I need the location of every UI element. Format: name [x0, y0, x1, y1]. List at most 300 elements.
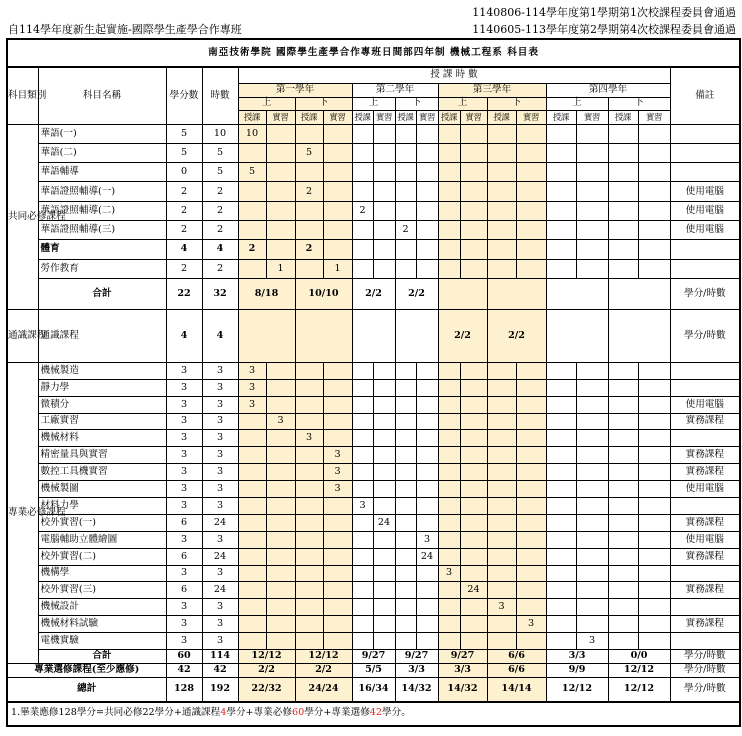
hour-cell: [516, 220, 546, 239]
grand-total-label: 總計: [7, 678, 166, 702]
course-row: [7, 464, 740, 481]
hour-cell: [295, 565, 323, 582]
hour-cell: [546, 447, 576, 464]
hour-cell: [352, 220, 373, 239]
hour-cell: [395, 259, 416, 278]
hour-cell: [295, 599, 323, 616]
hour-cell: [487, 616, 516, 633]
hour-cell: [438, 464, 460, 481]
hour-cell: [323, 220, 352, 239]
course-row: [7, 379, 740, 396]
hour-cell: [638, 182, 670, 201]
hour-cell: [608, 413, 638, 430]
hour-cell: [395, 430, 416, 447]
hour-cell: [352, 124, 373, 143]
hour-cell: [608, 240, 638, 259]
hour-cell: [487, 220, 516, 239]
hour-cell: [576, 163, 608, 182]
hour-cell: [638, 531, 670, 548]
prof-total-label: 合計: [38, 650, 166, 664]
kind-header: 授課: [438, 110, 460, 124]
hour-cell: [576, 616, 608, 633]
hour-cell: [295, 259, 323, 278]
hour-cell: [416, 498, 438, 515]
hour-cell: [323, 565, 352, 582]
summary-hours: 42: [202, 664, 238, 678]
hour-cell: [487, 379, 516, 396]
course-credits: 2: [166, 259, 202, 278]
hour-cell: [608, 220, 638, 239]
semester-header: 下: [608, 97, 670, 110]
hour-cell: [373, 413, 395, 430]
course-table-wrapper: [6, 38, 738, 727]
hour-cell: [238, 143, 266, 162]
hour-cell: [608, 143, 638, 162]
course-name: 華語輔導: [38, 163, 166, 182]
hour-cell: [460, 633, 487, 650]
course-name: 校外實習(一): [38, 514, 166, 531]
hour-cell: [323, 413, 352, 430]
course-remark: 使用電腦: [670, 201, 740, 220]
hour-cell: [460, 565, 487, 582]
hour-cell: [395, 498, 416, 515]
hour-cell: 3: [352, 498, 373, 515]
hour-cell: [608, 259, 638, 278]
hour-cell: [608, 565, 638, 582]
course-hours: 3: [202, 633, 238, 650]
hour-cell: [487, 582, 516, 599]
hour-cell: [460, 163, 487, 182]
hour-cell: [373, 124, 395, 143]
hour-cell: [352, 413, 373, 430]
hour-cell: [395, 182, 416, 201]
course-hours: 3: [202, 531, 238, 548]
semester-total: 0/0: [608, 650, 670, 664]
hour-cell: [516, 201, 546, 220]
hour-cell: 3: [416, 531, 438, 548]
hour-cell: [438, 362, 460, 379]
hour-cell: [266, 163, 295, 182]
semester-total: 6/6: [487, 664, 546, 678]
hour-cell: [460, 143, 487, 162]
graduation-note-num2: 60: [291, 707, 305, 719]
hour-cell: [516, 565, 546, 582]
graduation-note-num1: 4: [220, 707, 227, 719]
hour-cell: [373, 143, 395, 162]
hour-cell: [516, 481, 546, 498]
hour-cell: [416, 201, 438, 220]
kind-header: 實習: [266, 110, 295, 124]
course-table: [6, 38, 741, 727]
category-common-required: 共同必修課程: [7, 124, 38, 309]
hours-header: 時數: [202, 67, 238, 124]
hour-cell: [266, 548, 295, 565]
hour-cell: [238, 481, 266, 498]
kind-header: 實習: [576, 110, 608, 124]
semester-total: 9/27: [352, 650, 395, 664]
hour-cell: [638, 430, 670, 447]
course-row: [7, 413, 740, 430]
course-row: [7, 163, 740, 182]
hour-cell: [295, 201, 323, 220]
summary-remark: 學分/時數: [670, 309, 740, 362]
hour-cell: [516, 531, 546, 548]
course-hours: 3: [202, 464, 238, 481]
hour-cell: [352, 259, 373, 278]
hour-cell: [487, 430, 516, 447]
hour-cell: [516, 430, 546, 447]
course-credits: 5: [166, 124, 202, 143]
hour-cell: [323, 531, 352, 548]
hour-cell: [460, 362, 487, 379]
course-credits: 3: [166, 413, 202, 430]
hour-cell: [373, 430, 395, 447]
hour-cell: [266, 481, 295, 498]
hour-cell: [576, 259, 608, 278]
course-credits: 6: [166, 582, 202, 599]
hour-cell: [395, 413, 416, 430]
hour-cell: [323, 362, 352, 379]
hour-cell: [352, 531, 373, 548]
hour-cell: [416, 616, 438, 633]
hour-cell: [373, 481, 395, 498]
hour-cell: [546, 240, 576, 259]
hour-cell: [266, 201, 295, 220]
course-hours: 2: [202, 201, 238, 220]
elective-label: 專業選修課程(至少應修): [7, 664, 166, 678]
hour-cell: [516, 143, 546, 162]
course-row: [7, 201, 740, 220]
hour-cell: [576, 447, 608, 464]
hour-cell: [352, 362, 373, 379]
hour-cell: [546, 430, 576, 447]
hour-cell: [608, 498, 638, 515]
hour-cell: [516, 362, 546, 379]
hour-cell: [546, 143, 576, 162]
hour-cell: [638, 464, 670, 481]
hour-cell: [576, 464, 608, 481]
hour-cell: [295, 582, 323, 599]
hour-cell: [352, 396, 373, 413]
hour-cell: [638, 616, 670, 633]
course-hours: 3: [202, 481, 238, 498]
hour-cell: [295, 616, 323, 633]
hour-cell: [460, 240, 487, 259]
hour-cell: [608, 514, 638, 531]
course-credits: 2: [166, 201, 202, 220]
graduation-note-part1: 1.畢業應修128學分=共同必修22學分+通識課程: [11, 707, 221, 719]
hour-cell: [352, 163, 373, 182]
hour-cell: 3: [295, 430, 323, 447]
hour-cell: [266, 514, 295, 531]
hour-cell: [638, 379, 670, 396]
hour-cell: [487, 124, 516, 143]
hour-cell: [266, 240, 295, 259]
hour-cell: [438, 201, 460, 220]
hour-cell: [576, 379, 608, 396]
hour-cell: [352, 240, 373, 259]
course-remark: 實務課程: [670, 447, 740, 464]
hour-cell: [546, 565, 576, 582]
course-remark: 實務課程: [670, 582, 740, 599]
course-row: [7, 633, 740, 650]
hour-cell: 24: [416, 548, 438, 565]
hour-cell: [323, 143, 352, 162]
hour-cell: [460, 124, 487, 143]
hour-cell: [323, 396, 352, 413]
semester-total: 12/12: [608, 664, 670, 678]
hour-cell: [638, 582, 670, 599]
hour-cell: [608, 430, 638, 447]
hour-cell: [516, 396, 546, 413]
hour-cell: [576, 582, 608, 599]
summary-credits: 22: [166, 278, 202, 309]
semester-total: 14/14: [487, 678, 546, 702]
course-row: [7, 582, 740, 599]
hour-cell: [516, 413, 546, 430]
course-remark: [670, 143, 740, 162]
course-hours: 3: [202, 396, 238, 413]
hour-cell: [546, 582, 576, 599]
hour-cell: [416, 362, 438, 379]
hour-cell: [608, 582, 638, 599]
course-hours: 2: [202, 259, 238, 278]
hour-cell: [576, 240, 608, 259]
semester-total: 12/12: [608, 678, 670, 702]
hour-cell: [238, 514, 266, 531]
hour-cell: [487, 143, 516, 162]
hour-cell: [438, 379, 460, 396]
hour-cell: [238, 413, 266, 430]
graduation-note: [7, 702, 740, 726]
hour-cell: [546, 514, 576, 531]
hour-cell: [266, 430, 295, 447]
course-remark: [670, 240, 740, 259]
course-row: [7, 616, 740, 633]
hour-cell: [576, 220, 608, 239]
hour-cell: [395, 599, 416, 616]
course-credits: 3: [166, 362, 202, 379]
hour-cell: [295, 447, 323, 464]
hour-cell: [576, 498, 608, 515]
course-remark: 使用電腦: [670, 396, 740, 413]
course-row: [7, 481, 740, 498]
summary-hours: 114: [202, 650, 238, 664]
course-row: [7, 599, 740, 616]
hour-cell: [395, 633, 416, 650]
semester-total: 6/6: [487, 650, 546, 664]
hour-cell: [266, 124, 295, 143]
hour-cell: 3: [238, 379, 266, 396]
hour-cell: [295, 413, 323, 430]
semester-total: [608, 309, 670, 362]
hour-cell: 3: [323, 447, 352, 464]
course-row: [7, 362, 740, 379]
hour-cell: [608, 362, 638, 379]
course-remark: 實務課程: [670, 464, 740, 481]
course-name: 機械材料: [38, 430, 166, 447]
semester-total: [546, 309, 608, 362]
semester-total: 22/32: [238, 678, 295, 702]
hour-cell: [373, 362, 395, 379]
semester-header: 上: [238, 97, 295, 110]
hour-cell: [266, 362, 295, 379]
course-name: 校外實習(二): [38, 548, 166, 565]
hour-cell: 3: [266, 413, 295, 430]
hour-cell: [608, 481, 638, 498]
hour-cell: [416, 430, 438, 447]
hour-cell: [295, 124, 323, 143]
hour-cell: [576, 182, 608, 201]
hour-cell: [352, 633, 373, 650]
hour-cell: 3: [238, 396, 266, 413]
hour-cell: [323, 163, 352, 182]
hour-cell: [352, 599, 373, 616]
course-name: 機構學: [38, 565, 166, 582]
hour-cell: [576, 124, 608, 143]
summary-remark: 學分/時數: [670, 650, 740, 664]
kind-header: 授課: [238, 110, 266, 124]
hour-cell: [323, 498, 352, 515]
hour-cell: [323, 430, 352, 447]
hour-cell: [576, 413, 608, 430]
course-hours: 3: [202, 498, 238, 515]
semester-total: 14/32: [438, 678, 487, 702]
course-credits: 4: [166, 240, 202, 259]
hour-cell: 2: [395, 220, 416, 239]
hour-cell: [395, 582, 416, 599]
hour-cell: [638, 124, 670, 143]
hour-cell: [487, 464, 516, 481]
hour-cell: [295, 548, 323, 565]
year-header: 第四學年: [546, 83, 670, 97]
hour-cell: [460, 430, 487, 447]
hour-cell: [323, 548, 352, 565]
course-remark: [670, 599, 740, 616]
hour-cell: [416, 259, 438, 278]
course-remark: 使用電腦: [670, 182, 740, 201]
semester-total: [438, 278, 487, 309]
hour-cell: [373, 163, 395, 182]
hour-cell: [638, 163, 670, 182]
hour-cell: [460, 531, 487, 548]
hour-cell: 5: [295, 143, 323, 162]
hour-cell: [438, 413, 460, 430]
kind-header: 授課: [352, 110, 373, 124]
hour-cell: [460, 548, 487, 565]
summary-hours: 192: [202, 678, 238, 702]
hour-cell: [516, 182, 546, 201]
course-remark: [670, 379, 740, 396]
semester-total: 16/34: [352, 678, 395, 702]
hour-cell: [460, 616, 487, 633]
hour-cell: [373, 582, 395, 599]
graduation-note-num3: 42: [369, 707, 383, 719]
course-hours: 3: [202, 430, 238, 447]
hour-cell: [487, 362, 516, 379]
hour-cell: [546, 413, 576, 430]
course-remark: 使用電腦: [670, 481, 740, 498]
course-hours: 24: [202, 514, 238, 531]
course-remark: 實務課程: [670, 616, 740, 633]
hour-cell: [323, 201, 352, 220]
hour-cell: [608, 599, 638, 616]
hour-cell: [608, 124, 638, 143]
hour-cell: [638, 220, 670, 239]
hour-cell: [638, 201, 670, 220]
course-name: 華語(一): [38, 124, 166, 143]
hour-cell: [460, 201, 487, 220]
semester-total: 3/3: [438, 664, 487, 678]
course-row: [7, 143, 740, 162]
hour-cell: [546, 531, 576, 548]
summary-row: [7, 678, 740, 702]
hour-cell: [352, 481, 373, 498]
hour-cell: [487, 531, 516, 548]
hour-cell: [266, 616, 295, 633]
hour-cell: [238, 548, 266, 565]
course-credits: 3: [166, 396, 202, 413]
hour-cell: [352, 182, 373, 201]
graduation-note-part2: 學分+專業必修: [226, 707, 292, 719]
hour-cell: 1: [323, 259, 352, 278]
hour-cell: [638, 565, 670, 582]
semester-total: [295, 309, 352, 362]
hour-cell: [266, 531, 295, 548]
summary-hours: 32: [202, 278, 238, 309]
semester-total: 2/2: [295, 664, 352, 678]
hour-cell: 24: [460, 582, 487, 599]
hour-cell: [516, 514, 546, 531]
course-name: 機械製造: [38, 362, 166, 379]
hour-cell: [546, 599, 576, 616]
course-credits: 2: [166, 182, 202, 201]
course-name: 數控工具機實習: [38, 464, 166, 481]
hour-cell: [438, 430, 460, 447]
hour-cell: [323, 240, 352, 259]
hour-cell: [352, 143, 373, 162]
course-remark: 實務課程: [670, 413, 740, 430]
course-hours: 3: [202, 413, 238, 430]
hour-cell: [576, 396, 608, 413]
hour-cell: [238, 464, 266, 481]
hour-cell: [638, 413, 670, 430]
semester-total: [352, 309, 395, 362]
hour-cell: 3: [323, 481, 352, 498]
semester-total: 3/3: [395, 664, 438, 678]
course-remark: [670, 633, 740, 650]
course-name: 工廠實習: [38, 413, 166, 430]
hour-cell: [395, 514, 416, 531]
year-header: 第二學年: [352, 83, 438, 97]
hour-cell: [416, 599, 438, 616]
hour-cell: [487, 201, 516, 220]
approval-note-2: 1140605-113學年度第2學期第4次校課程委員會通過: [472, 23, 736, 36]
hour-cell: [608, 379, 638, 396]
hour-cell: [373, 531, 395, 548]
hour-cell: [352, 447, 373, 464]
hour-cell: 3: [238, 362, 266, 379]
hour-cell: [295, 498, 323, 515]
summary-row: [7, 278, 740, 309]
hour-cell: [608, 531, 638, 548]
hour-cell: [416, 182, 438, 201]
hour-cell: [295, 633, 323, 650]
hour-cell: [266, 464, 295, 481]
hour-cell: [352, 565, 373, 582]
hour-cell: [373, 182, 395, 201]
hour-cell: [395, 240, 416, 259]
